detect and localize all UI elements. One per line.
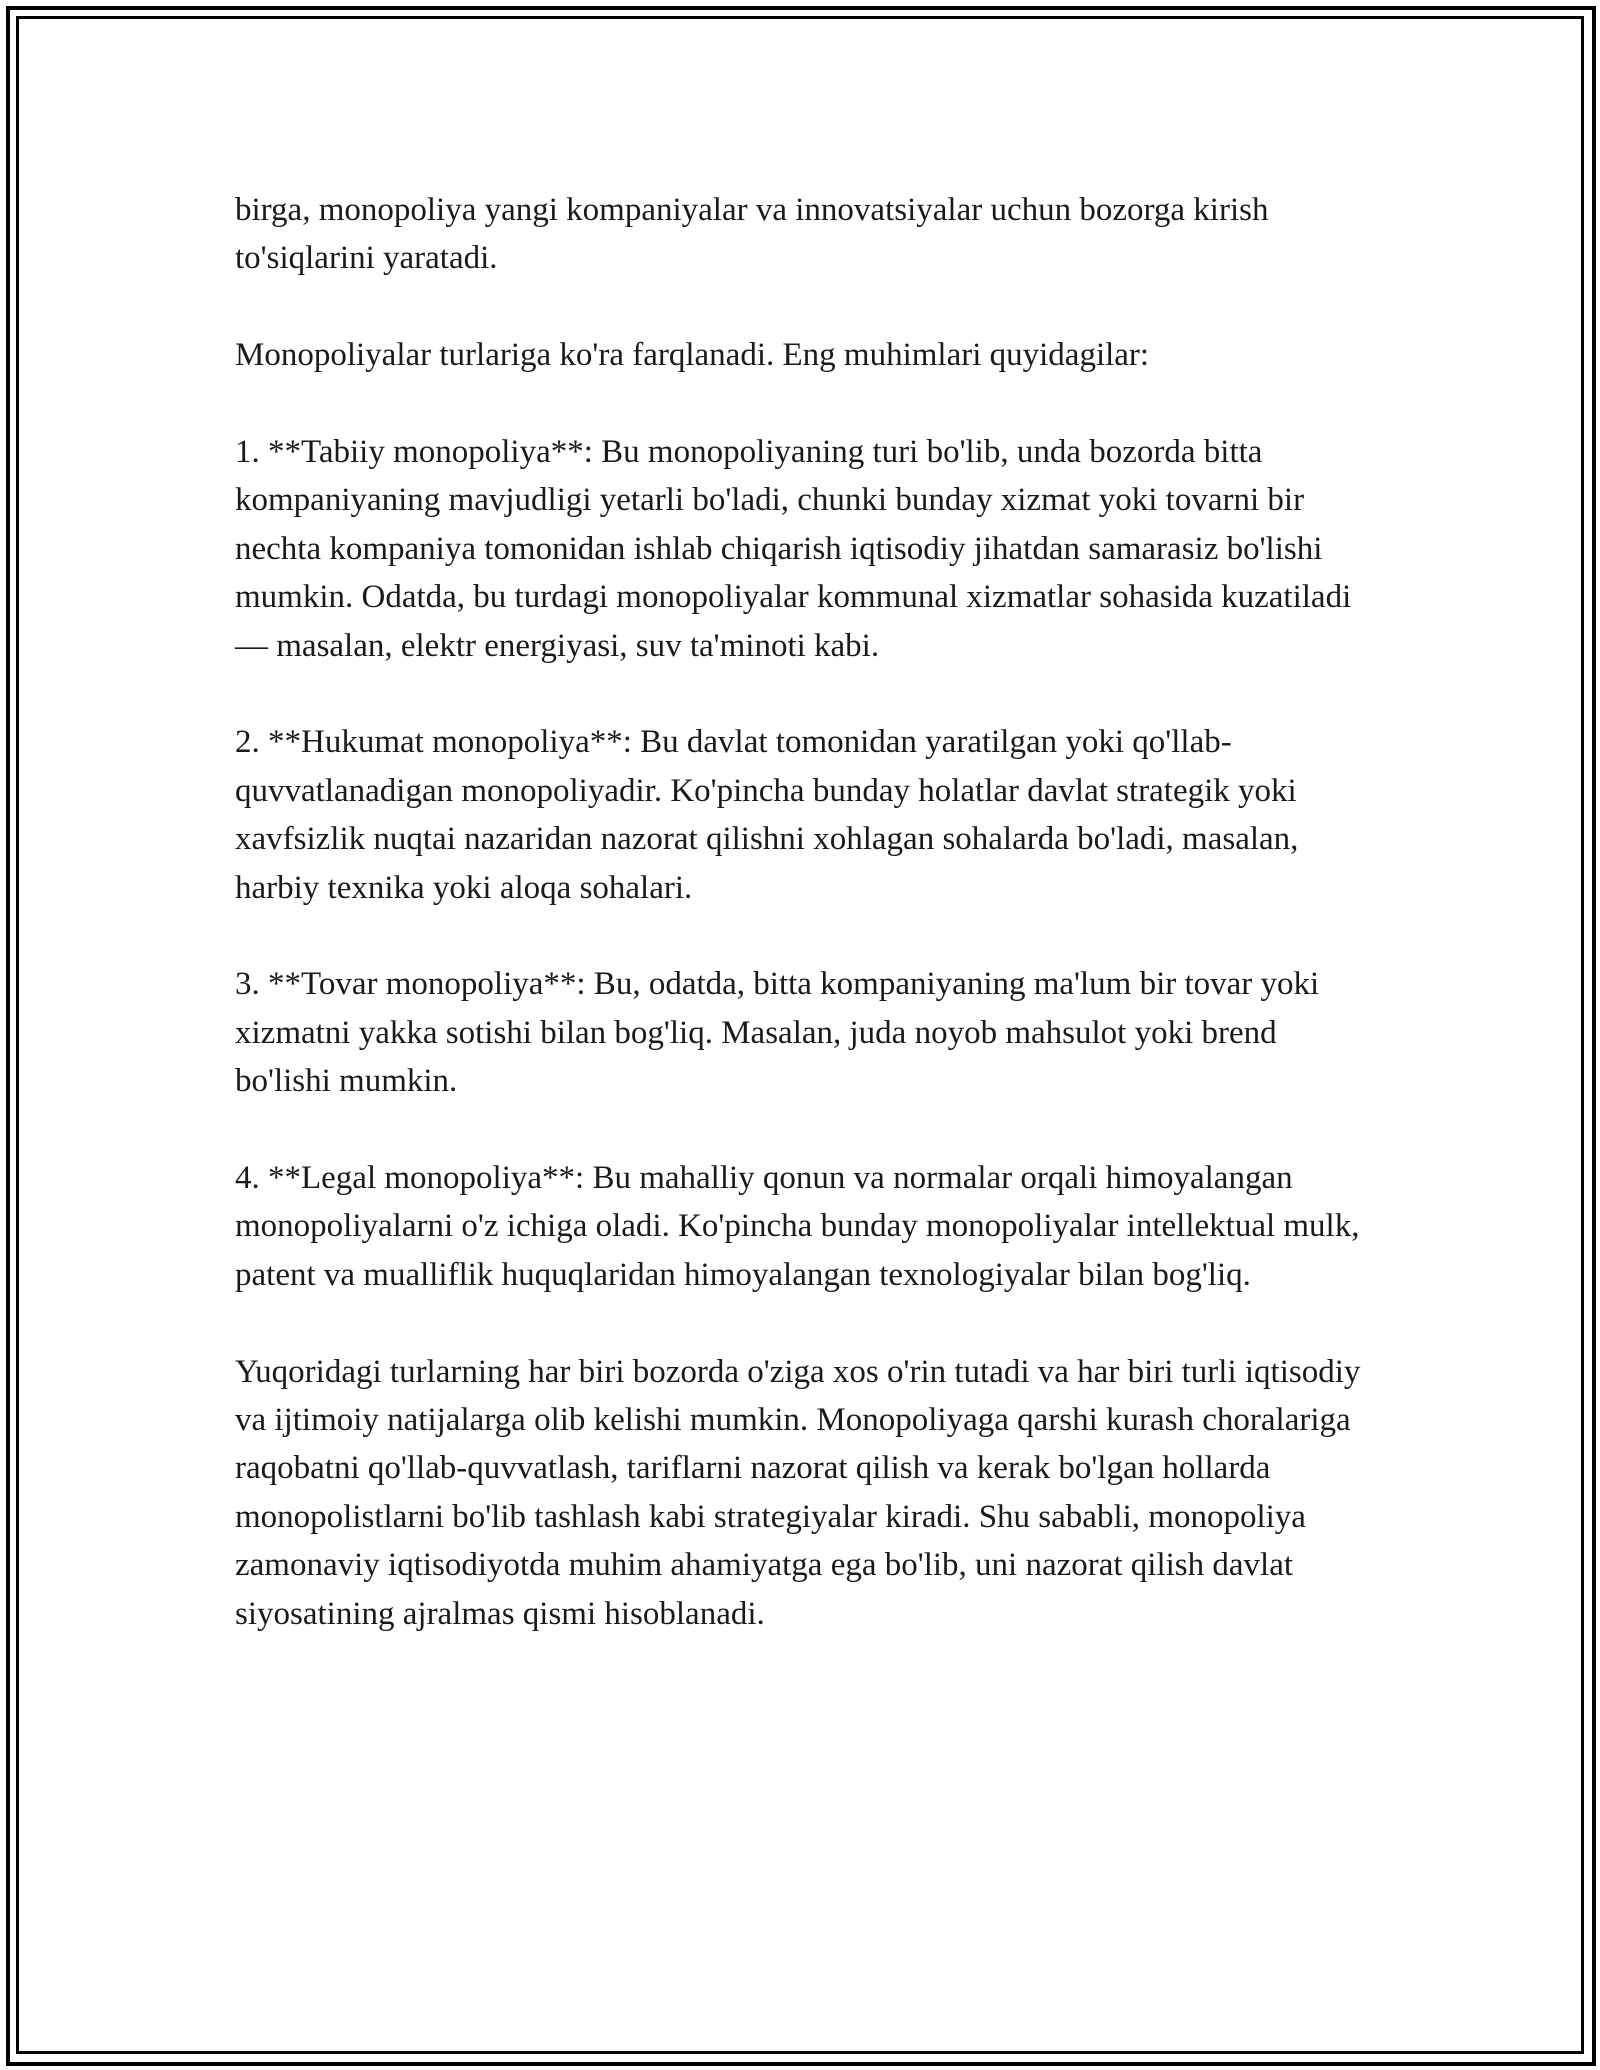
paragraph-conclusion: Yuqoridagi turlarning har biri bozorda o'ziga xos o'rin tutadi va har biri turli iqtisodiy va ijtimoiy natijalarga olib kelishi mumkin. Monopoliyaga qarshi kurash choralariga raqobatni qo'llab-quvvatlash, tariflarni nazorat qilish va kerak bo'lgan hollarda monopolistlarni bo'lib tashlash kabi strategiyalar kiradi. Shu sababli, monopoliya zamonaviy iqtisodiyotda muhim ahamiyatga ega bo'lib, uni nazorat qilish davlat siyosatining ajralmas qismi hisoblanadi. bbox=[235, 1353, 1361, 1632]
paragraph-intro-continuation: birga, monopoliya yangi kompaniyalar va innovatsiyalar uchun bozorga kirish to'siqlarini yaratadi. bbox=[235, 192, 1269, 277]
paragraph-types-intro: Monopoliyalar turlariga ko'ra farqlanadi. Eng muhimlari quyidagilar: bbox=[235, 337, 1150, 374]
list-item-product-monopoly: 3. **Tovar monopoliya**: Bu, odatda, bitta kompaniyaning ma'lum bir tovar yoki xizmatni yakka sotishi bilan bog'liq. Masalan, juda noyob mahsulot yoki brend bo'lishi mumkin. bbox=[235, 966, 1320, 1100]
list-item-government-monopoly: 2. **Hukumat monopoliya**: Bu davlat tomonidan yaratilgan yoki qo'llab-quvvatlanadigan monopoliyadir. Ko'pincha bunday holatlar davlat strategik yoki xavfsizlik nuqtai nazaridan nazorat qilishni xohlagan sohalarda bo'ladi, masalan, harbiy texnika yoki aloqa sohalari. bbox=[235, 724, 1299, 906]
list-item-natural-monopoly: 1. **Tabiiy monopoliya**: Bu monopoliyaning turi bo'lib, unda bozorda bitta kompaniyaning mavjudligi yetarli bo'ladi, chunki bunday xizmat yoki tovarni bir nechta kompaniya tomonidan ishlab chiqarish iqtisodiy jihatdan samarasiz bo'lishi mumkin. Odatda, bu turdagi monopoliyalar kommunal xizmatlar sohasida kuzatiladi — masalan, elektr energiyasi, suv ta'minoti kabi. bbox=[235, 434, 1352, 664]
list-item-legal-monopoly: 4. **Legal monopoliya**: Bu mahalliy qonun va normalar orqali himoyalangan monopoliyalarni o'z ichiga oladi. Ko'pincha bunday monopoliyalar intellektual mulk, patent va mualliflik huquqlaridan himoyalangan texnologiyalar bilan bog'liq. bbox=[235, 1160, 1360, 1293]
document-body bbox=[235, 186, 1375, 1638]
